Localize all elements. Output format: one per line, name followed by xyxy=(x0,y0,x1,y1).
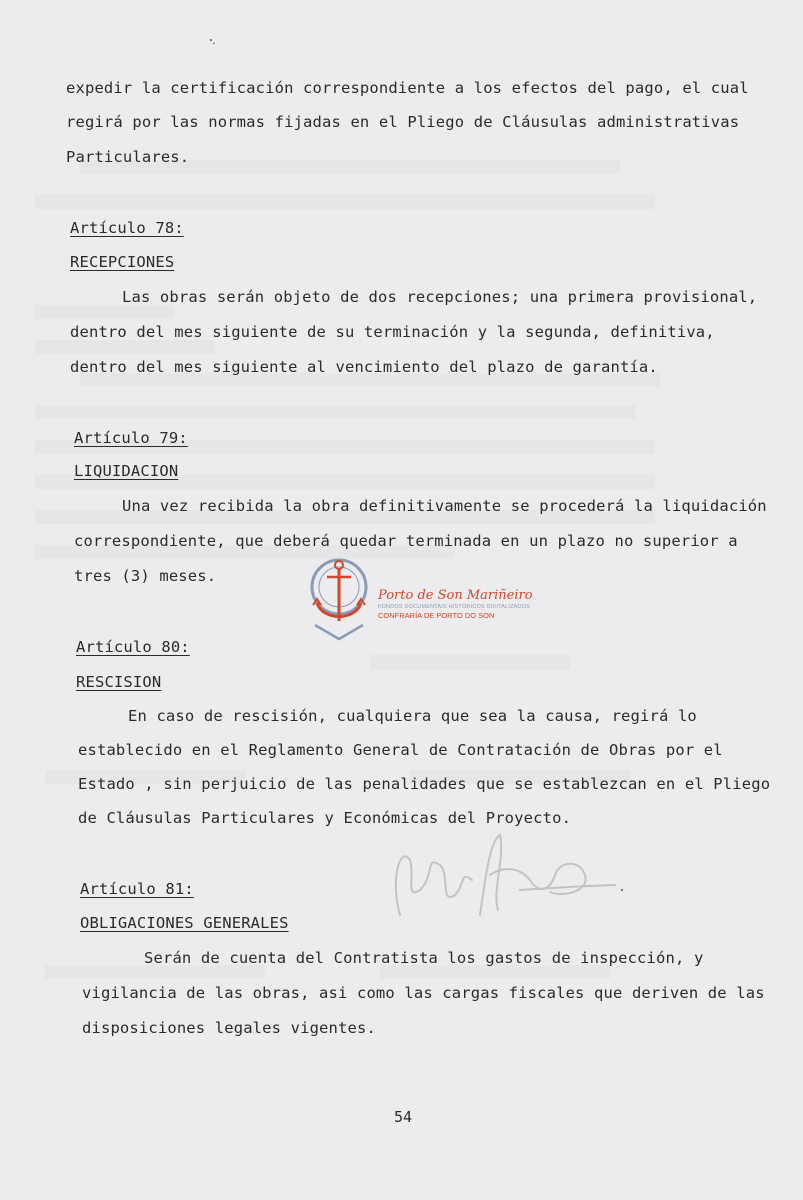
text-line: de Cláusulas Particulares y Económicas del Proyecto. xyxy=(78,809,572,827)
text-line: expedir la certificación correspondiente a los efectos del pago, el cual xyxy=(66,79,749,97)
section-title: OBLIGACIONES GENERALES xyxy=(80,914,289,932)
watermark-subtitle: FONDOS DOCUMENTAIS HISTÓRICOS DIXITALIZADOS xyxy=(378,604,531,610)
stray-mark: . xyxy=(618,880,626,895)
text-line: Particulares. xyxy=(66,148,190,166)
text-line: Una vez recibida la obra definitivamente se procederá la liquidación xyxy=(122,497,767,515)
watermark-name: Porto de Son Mariñeiro xyxy=(378,588,533,603)
text-line: regirá por las normas fijadas en el Pliego de Cláusulas administrativas xyxy=(66,113,740,131)
text-line: correspondiente, que deberá quedar terminada en un plazo no superior a xyxy=(74,532,738,550)
article-heading: Artículo 81: xyxy=(80,880,194,898)
text-line: Las obras serán objeto de dos recepciones; una primera provisional, xyxy=(122,288,758,306)
section-title: RESCISION xyxy=(76,673,162,691)
page-number: 54 xyxy=(394,1108,413,1126)
text-line: establecido en el Reglamento General de Contratación de Obras por el xyxy=(78,741,723,759)
text-line: tres (3) meses. xyxy=(74,567,217,585)
text-line: En caso de rescisión, cualquiera que sea la causa, regirá lo xyxy=(128,707,697,725)
text-line: dentro del mes siguiente de su terminación y la segunda, definitiva, xyxy=(70,323,715,341)
article-heading: Artículo 78: xyxy=(70,219,184,237)
stray-mark: ˙ xyxy=(210,42,218,57)
article-heading: Artículo 80: xyxy=(76,638,190,656)
watermark-org: CONFRARÍA DE PORTO DO SON xyxy=(378,611,495,620)
archive-watermark xyxy=(378,588,533,620)
stray-mark: . xyxy=(207,30,215,45)
article-heading: Artículo 79: xyxy=(74,429,188,447)
text-line: Estado , sin perjuicio de las penalidades que se establezcan en el Pliego xyxy=(78,775,771,793)
signature-image xyxy=(380,820,640,934)
anchor-logo xyxy=(305,555,373,649)
text-line: disposiciones legales vigentes. xyxy=(82,1019,376,1037)
text-line: vigilancia de las obras, asi como las cargas fiscales que deriven de las xyxy=(82,984,765,1002)
section-title: LIQUIDACION xyxy=(74,462,179,480)
text-line: dentro del mes siguiente al vencimiento del plazo de garantía. xyxy=(70,358,658,376)
text-line: Serán de cuenta del Contratista los gastos de inspección, y xyxy=(144,949,704,967)
section-title: RECEPCIONES xyxy=(70,253,175,271)
